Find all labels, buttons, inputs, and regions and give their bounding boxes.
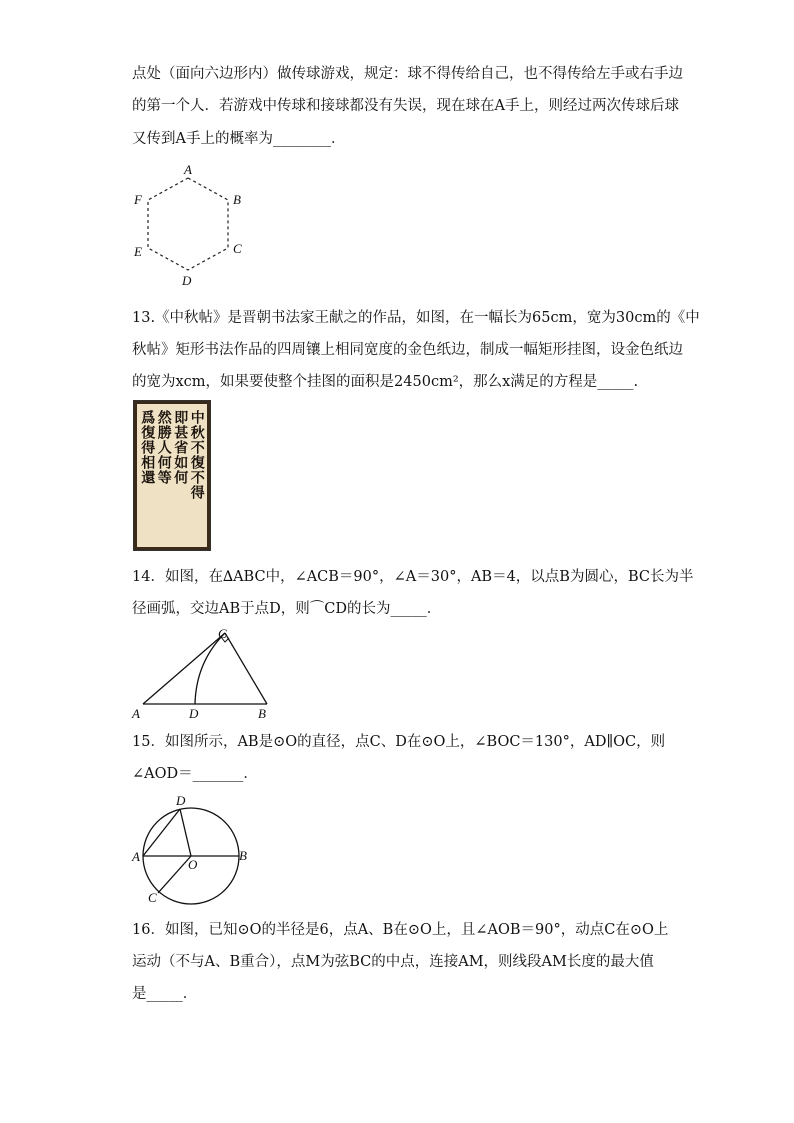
- side-ac: [143, 633, 225, 704]
- hex-label-d: D: [182, 273, 192, 288]
- calligraphy-column: 即甚省如何: [172, 410, 189, 485]
- tri-label-b: B: [258, 706, 266, 721]
- q16-line-2: 运动（不与A、B重合），点M为弦BC的中点，连接AM，则线段AM长度的最大值: [132, 954, 654, 970]
- hex-label-c: C: [233, 241, 242, 256]
- arc-cd: [195, 633, 225, 704]
- q13-line-3: 的宽为xcm，如果要使整个挂图的面积是2450cm²，那么x满足的方程是_____.: [132, 374, 639, 390]
- circ-label-o: O: [188, 857, 198, 872]
- circ-label-a: A: [132, 849, 140, 864]
- q13-line-1: 13.《中秋帖》是晋朝书法家王献之的作品，如图，在一幅长为65cm，宽为30cm的《中: [132, 310, 700, 326]
- circle-figure: [128, 790, 258, 905]
- circ-label-c: C: [148, 890, 157, 905]
- hex-label-f: F: [134, 192, 142, 207]
- q15-line-2: ∠AOD＝_______．: [132, 766, 258, 782]
- hex-label-e: E: [134, 244, 142, 259]
- radius-oc: [158, 856, 191, 893]
- calligraphy-column: 中秋不復不得: [188, 410, 205, 500]
- q12-line-1: 点处（面向六边形内）做传球游戏，规定：球不得传给自己，也不得传给左手或右手边: [132, 66, 683, 82]
- q13-line-2: 秋帖》矩形书法作品的四周镶上相同宽度的金色纸边，制成一幅矩形挂图，设金色纸边: [132, 342, 683, 358]
- hexagon-shape: [148, 178, 228, 270]
- q15-line-1: 15．如图所示，AB是⊙O的直径，点C、D在⊙O上，∠BOC＝130°，AD∥OC，则: [132, 734, 666, 750]
- radius-od: [180, 809, 191, 856]
- hex-label-b: B: [233, 192, 241, 207]
- q14-line-2: 径画弧，交边AB于点D，则⌒CD的长为_____．: [132, 601, 442, 617]
- hexagon-figure: [125, 160, 255, 290]
- calligraphy-column: 爲復得相還: [139, 410, 156, 485]
- tri-label-c: C: [218, 626, 227, 641]
- calligraphy-image: [133, 400, 211, 551]
- circ-label-d: D: [176, 793, 186, 808]
- tri-label-a: A: [132, 706, 140, 721]
- q12-line-3: 又传到A手上的概率为________．: [132, 131, 346, 147]
- q16-line-1: 16．如图，已知⊙O的半径是6，点A、B在⊙O上，且∠AOB＝90°，动点C在⊙O上: [132, 922, 669, 938]
- triangle-figure: [128, 622, 278, 722]
- tri-label-d: D: [189, 706, 199, 721]
- calligraphy-column: 然勝人何等: [155, 410, 172, 485]
- q12-line-2: 的第一个人．若游戏中传球和接球都没有失误，现在球在A手上，则经过两次传球后球: [132, 98, 679, 114]
- q14-line-1: 14．如图，在∆ABC中，∠ACB＝90°，∠A＝30°，AB＝4，以点B为圆心，BC长为半: [132, 569, 694, 585]
- q16-line-3: 是_____．: [132, 986, 198, 1002]
- circ-label-b: B: [239, 848, 247, 863]
- side-bc: [225, 633, 267, 704]
- hex-label-a: A: [184, 162, 192, 177]
